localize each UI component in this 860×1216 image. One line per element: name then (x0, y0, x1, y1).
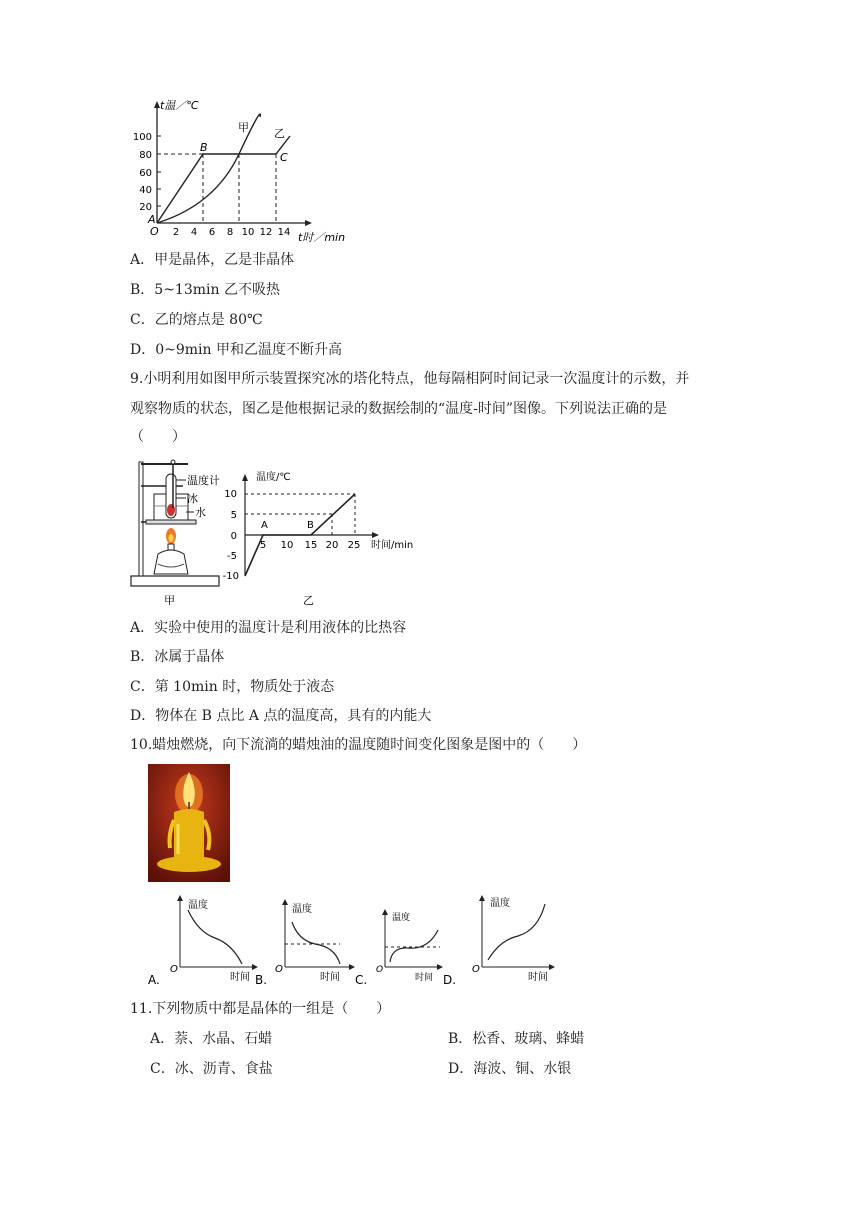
q8-x-axis-label: t时／min (298, 231, 346, 244)
q10-graph-c-y-label: 温度 (392, 913, 411, 923)
q8-x-tick-6: 6 (208, 227, 216, 238)
q8-x-tick-8: 8 (226, 227, 234, 238)
q9-temperature-time-graph (222, 468, 425, 608)
q9-stem-line1: 9.小明利用如图甲所示装置探究冰的塔化特点，他每隔相阿时间记录一次温度计的示数，并 (130, 371, 690, 387)
q8-x-tick-4: 4 (190, 227, 198, 238)
q9-point-b-label: B (307, 520, 314, 531)
q9-y-tick-neg10: -10 (222, 571, 239, 582)
q9-x-tick-20: 20 (325, 540, 339, 551)
q10-option-a-label: A. (148, 973, 160, 987)
q8-option-c: C．乙的熔点是 80℃ (130, 312, 263, 328)
q10-graph-d-curve (488, 904, 545, 960)
q9-apparatus-figure (128, 458, 228, 608)
q9-option-d: D．物体在 B 点比 A 点的温度高，具有的内能大 (130, 708, 432, 724)
q10-graph-b-curve (292, 922, 340, 964)
q8-curve-jia-label: 甲 (238, 121, 249, 134)
q8-point-a-label: A (148, 213, 156, 226)
q8-option-a: A．甲是晶体，乙是非晶体 (130, 252, 295, 268)
q8-option-d: D．0~9min 甲和乙温度不断升高 (130, 342, 342, 358)
q8-x-tick-14: 14 (277, 227, 291, 238)
q9-x-tick-15: 15 (304, 540, 318, 551)
q10-option-c-label: C. (355, 973, 368, 987)
q9-y-tick-10: 10 (224, 489, 237, 500)
q8-curve-yi-label: 乙 (274, 127, 285, 140)
q10-graph-c-x-label: 时间 (415, 973, 434, 983)
q8-y-tick-100: 100 (132, 132, 152, 143)
q9-stem-line3: （ ） (130, 429, 186, 445)
q8-y-axis-label: t温／℃ (160, 99, 199, 112)
q9-point-a-label: A (261, 520, 268, 531)
q10-graph-d-origin: O (472, 964, 480, 975)
q10-graph-a-y-label: 温度 (188, 900, 208, 911)
q8-y-tick-20: 20 (139, 202, 152, 213)
q8-x-tick-12: 12 (259, 227, 273, 238)
q8-y-tick-60: 60 (139, 168, 152, 179)
q9-x-tick-10: 10 (280, 540, 294, 551)
q9-x-tick-5: 5 (259, 540, 267, 551)
q9-option-b: B．冰属于晶体 (130, 649, 225, 665)
q10-graph-d-y-label: 温度 (490, 898, 510, 909)
q9-y-tick-5: 5 (230, 510, 237, 521)
q11-option-d: D．海波、铜、水银 (448, 1061, 572, 1077)
q10-graph-d-x-label: 时间 (528, 972, 548, 983)
q10-graph-b-x-label: 时间 (320, 972, 340, 983)
q9-option-a: A．实验中使用的温度计是利用液体的比热容 (130, 620, 407, 636)
q11-option-c: C．冰、沥青、食盐 (150, 1061, 273, 1077)
q10-graph-c-curve (390, 930, 438, 962)
q10-graph-a-x-label: 时间 (230, 972, 250, 983)
q8-melting-graph (120, 95, 350, 245)
q10-graph-a-origin: O (170, 964, 178, 975)
q9-option-c: C．第 10min 时，物质处于液态 (130, 679, 335, 695)
q9-graph-caption: 乙 (303, 594, 314, 607)
q9-apparatus-caption: 甲 (164, 594, 175, 607)
q8-point-b-label: B (200, 141, 208, 154)
q8-y-tick-80: 80 (139, 150, 152, 161)
q10-option-b-label: B. (255, 973, 268, 987)
q9-x-axis-label: 时间/min (371, 540, 414, 551)
q8-point-c-label: C (280, 151, 288, 164)
q11-option-a: A．萘、水晶、石蜡 (150, 1031, 273, 1047)
q9-label-ice: 冰 (187, 492, 198, 505)
q11-option-b: B．松香、玻璃、蜂蜡 (448, 1031, 585, 1047)
q10-graph-c-origin: O (376, 965, 384, 975)
q9-stem-line2: 观察物质的状态，图乙是他根据记录的数据绘制的“温度-时间”图像。下列说法正确的是 (130, 401, 668, 417)
q10-graph-b-y-label: 温度 (292, 904, 312, 915)
q8-option-b: B．5~13min 乙不吸热 (130, 282, 280, 298)
q10-graph-b-origin: O (275, 964, 283, 975)
q10-graph-a-curve (188, 910, 242, 964)
q9-y-tick-neg5: -5 (227, 551, 237, 562)
q8-y-tick-40: 40 (139, 185, 152, 196)
q9-x-tick-25: 25 (347, 540, 361, 551)
q9-label-water: 水 (195, 506, 206, 519)
q8-x-tick-10: 10 (241, 227, 255, 238)
q10-candle-photo (148, 764, 230, 882)
q8-origin-label: O (150, 225, 159, 238)
q11-stem: 11.下列物质中都是晶体的一组是（ ） (130, 1001, 391, 1017)
q9-y-axis-label: 温度/℃ (256, 472, 291, 483)
q10-option-d-label: D. (443, 973, 457, 987)
q9-y-tick-0: 0 (230, 531, 237, 542)
q10-stem: 10.蜡烛燃烧，向下流淌的蜡烛油的温度随时间变化图象是图中的（ ） (130, 737, 587, 753)
q10-graph-options (140, 892, 560, 992)
q9-label-thermometer: 温度计 (187, 474, 220, 487)
q8-x-tick-2: 2 (172, 227, 180, 238)
